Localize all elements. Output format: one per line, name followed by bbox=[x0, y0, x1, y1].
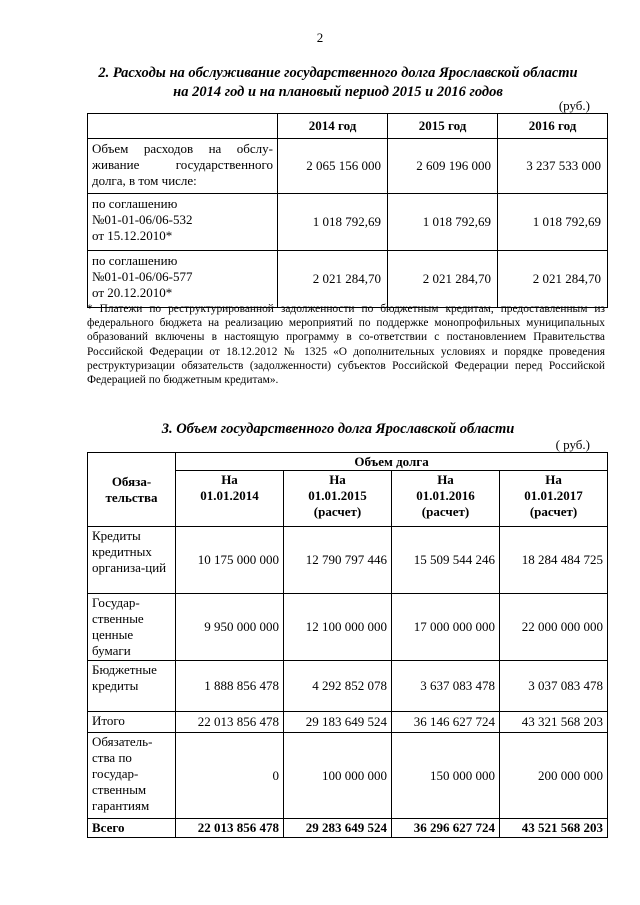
table-row bbox=[88, 594, 608, 661]
cell-value: 2 065 156 000 bbox=[278, 139, 388, 194]
column-header-line: 01.01.2016 bbox=[416, 488, 475, 503]
column-header-line: 01.01.2017 bbox=[524, 488, 583, 503]
table-row-total bbox=[88, 819, 608, 838]
table-header-row bbox=[88, 114, 608, 139]
table-header-row bbox=[88, 453, 608, 471]
column-header: 2016 год bbox=[498, 114, 608, 139]
column-header: 2014 год bbox=[278, 114, 388, 139]
group-header: Объем долга bbox=[176, 453, 608, 471]
cell-value: 200 000 000 bbox=[500, 733, 608, 819]
table-row bbox=[88, 194, 608, 251]
section2-heading bbox=[60, 64, 616, 102]
column-header-line: 01.01.2014 bbox=[200, 488, 259, 503]
cell-value: 2 021 284,70 bbox=[278, 251, 388, 308]
row-label bbox=[88, 251, 278, 308]
row-label: Всего bbox=[88, 819, 176, 838]
header-empty bbox=[88, 114, 278, 139]
column-header bbox=[284, 471, 392, 527]
row-label: Объем расходов на обслу-живание государственного долга, в том числе: bbox=[88, 139, 278, 194]
cell-value: 2 021 284,70 bbox=[388, 251, 498, 308]
row-label: Кредиты кредитных организа-ций bbox=[88, 527, 176, 594]
column-header bbox=[392, 471, 500, 527]
table-row bbox=[88, 251, 608, 308]
cell-value: 36 146 627 724 bbox=[392, 712, 500, 733]
column-header bbox=[500, 471, 608, 527]
section3-heading: 3. Объем государственного долга Ярославской области bbox=[161, 421, 515, 437]
table-row bbox=[88, 139, 608, 194]
cell-value: 18 284 484 725 bbox=[500, 527, 608, 594]
table-row-subtotal bbox=[88, 712, 608, 733]
cell-value: 29 183 649 524 bbox=[284, 712, 392, 733]
label-line: от 20.12.2010* bbox=[92, 285, 173, 300]
cell-value: 22 013 856 478 bbox=[176, 819, 284, 838]
cell-value: 3 237 533 000 bbox=[498, 139, 608, 194]
cell-value: 1 018 792,69 bbox=[388, 194, 498, 251]
cell-value: 22 013 856 478 bbox=[176, 712, 284, 733]
cell-value: 1 888 856 478 bbox=[176, 661, 284, 712]
label-line: по соглашению bbox=[92, 253, 178, 268]
section2-unit: (руб.) bbox=[558, 98, 590, 113]
column-header-line: На bbox=[437, 472, 454, 487]
cell-value: 4 292 852 078 bbox=[284, 661, 392, 712]
section2-heading-line1: 2. Расходы на обслуживание государственного долга Ярославской области bbox=[98, 65, 578, 81]
cell-value: 9 950 000 000 bbox=[176, 594, 284, 661]
column-header-line: На bbox=[221, 472, 238, 487]
cell-value: 36 296 627 724 bbox=[392, 819, 500, 838]
cell-value: 2 609 196 000 bbox=[388, 139, 498, 194]
cell-value: 3 637 083 478 bbox=[392, 661, 500, 712]
cell-value: 12 790 797 446 bbox=[284, 527, 392, 594]
state-debt-volume-table bbox=[87, 452, 608, 838]
cell-value: 0 bbox=[176, 733, 284, 819]
row-label: Бюджетные кредиты bbox=[88, 661, 176, 712]
label-line: №01-01-06/06-532 bbox=[92, 212, 193, 227]
table-row bbox=[88, 733, 608, 819]
column-header-line: На bbox=[545, 472, 562, 487]
row-label bbox=[88, 194, 278, 251]
section2-heading-line2: на 2014 год и на плановый период 2015 и 2016 годов bbox=[173, 84, 503, 100]
column-header-line: (расчет) bbox=[421, 504, 470, 519]
cell-value: 2 021 284,70 bbox=[498, 251, 608, 308]
cell-value: 1 018 792,69 bbox=[278, 194, 388, 251]
section3-unit: ( руб.) bbox=[555, 437, 590, 452]
column-header: 2015 год bbox=[388, 114, 498, 139]
row-label: Итого bbox=[88, 712, 176, 733]
table-row bbox=[88, 527, 608, 594]
cell-value: 22 000 000 000 bbox=[500, 594, 608, 661]
column-header-line: (расчет) bbox=[313, 504, 362, 519]
label-line: от 15.12.2010* bbox=[92, 228, 173, 243]
cell-value: 43 521 568 203 bbox=[500, 819, 608, 838]
table-row bbox=[88, 661, 608, 712]
cell-value: 43 321 568 203 bbox=[500, 712, 608, 733]
column-header-line: (расчет) bbox=[529, 504, 578, 519]
column-header-line: На bbox=[329, 472, 346, 487]
footnote: * Платежи по реструктурированной задолженности по бюджетным кредитам, предоставленным из федерального бюджета на реализацию мероприятий по поддержке монопрофильных муниципальных образований включены в настоящую программу в со-ответствии с постановлением Правительства Российской Федерации от 18.12.2012 № 1325 «О дополнительных условиях и порядке проведения реструктуризации обязательств (задолженности) субъектов Российской Федерации перед Российской Федерацией по бюджетным кредитам». bbox=[87, 303, 605, 387]
label-line: №01-01-06/06-577 bbox=[92, 269, 193, 284]
cell-value: 12 100 000 000 bbox=[284, 594, 392, 661]
column-header bbox=[176, 471, 284, 527]
column-header-line: 01.01.2015 bbox=[308, 488, 367, 503]
cell-value: 29 283 649 524 bbox=[284, 819, 392, 838]
page-number: 2 bbox=[316, 30, 324, 45]
cell-value: 150 000 000 bbox=[392, 733, 500, 819]
cell-value: 3 037 083 478 bbox=[500, 661, 608, 712]
cell-value: 15 509 544 246 bbox=[392, 527, 500, 594]
row-label: Обязатель-ства по государ-ственным гарантиям bbox=[88, 733, 176, 819]
cell-value: 1 018 792,69 bbox=[498, 194, 608, 251]
debt-service-expenses-table bbox=[87, 113, 608, 308]
obligations-header: Обяза-тельства bbox=[88, 453, 176, 527]
row-label: Государ-ственные ценные бумаги bbox=[88, 594, 176, 661]
cell-value: 100 000 000 bbox=[284, 733, 392, 819]
label-line: по соглашению bbox=[92, 196, 178, 211]
cell-value: 17 000 000 000 bbox=[392, 594, 500, 661]
cell-value: 10 175 000 000 bbox=[176, 527, 284, 594]
